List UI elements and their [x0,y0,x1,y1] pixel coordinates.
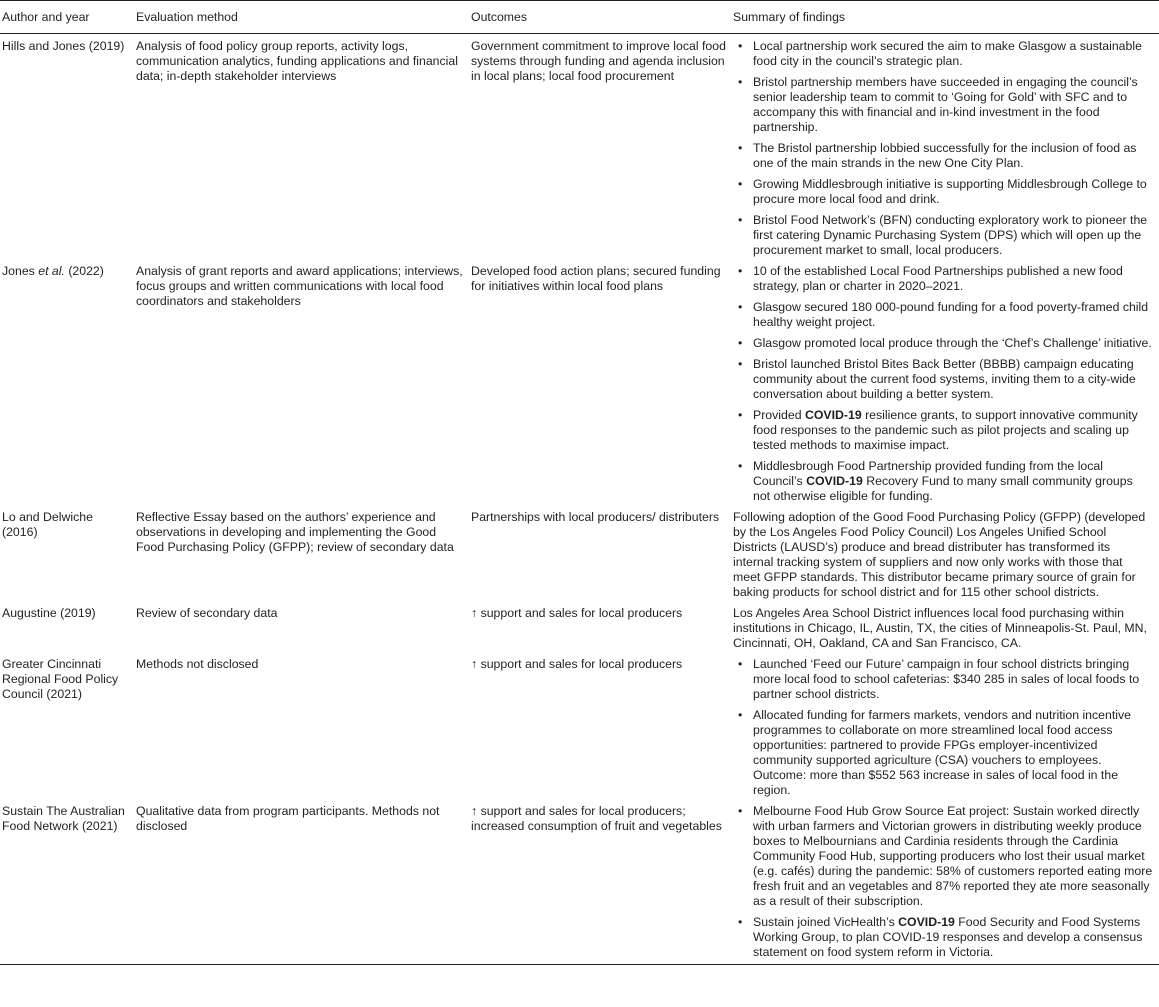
method-cell: Review of secondary data [136,606,278,620]
finding-item [733,459,1155,504]
summary-cell [731,507,1159,603]
outcomes-cell: ↑ support and sales for local producers; increased consumption of fruit and vegetables [469,801,731,965]
header-summary: Summary of findings [731,1,1159,34]
bullet-icon: • [738,39,743,53]
finding-text: Launched ‘Feed our Future’ campaign in four school districts bringing more local food to school cafeterias: $340 285 in sales of local foods to partner school districts. [753,657,1140,701]
bullet-icon: • [738,75,743,89]
bullet-icon: • [738,141,743,155]
method-cell: Analysis of food policy group reports, activity logs, communication analytics, funding applications and financial data; in-depth stakeholder interviews [136,39,458,83]
table-row [0,34,1159,262]
outcomes-cell: Partnerships with local producers/ distributers [471,510,720,524]
finding-text-pre: Middlesbrough Food Partnership provided funding from the local Council’s [753,459,1103,488]
header-author: Author and year [0,1,134,34]
findings-list [733,264,1155,504]
finding-item [733,264,1155,294]
finding-text: Bristol launched Bristol Bites Back Better (BBBB) campaign educating community about the current food systems, inviting them to a city-wide conversation about building a better system. [753,357,1136,401]
finding-item [733,336,1155,351]
finding-item [733,141,1155,171]
method-cell: Reflective Essay based on the authors’ experience and observations in developing and implementing the Good Food Purchasing Policy (GFPP); review of secondary data [136,510,454,554]
bullet-icon: • [738,177,743,191]
finding-item [733,408,1155,453]
finding-text: Bristol partnership members have succeeded in engaging the council’s senior leadership team to commit to ‘Going for Gold’ with SFC and to accompany this with financial and in-kind investment in the food partnership. [753,75,1138,134]
author-cell: Greater Cincinnati Regional Food Policy Council (2021) [2,657,119,701]
bullet-icon: • [738,657,743,671]
finding-item [733,804,1155,909]
method-cell: Qualitative data from program participants. Methods not disclosed [134,801,469,965]
finding-item [733,357,1155,402]
table-row [0,261,1159,507]
table-header [0,1,1159,34]
summary-cell [731,654,1159,801]
author-cell: Sustain The Australian Food Network (2021) [0,801,134,965]
summary-cell [731,603,1159,654]
findings-list [733,657,1155,798]
summary-cell [731,801,1159,965]
author-cell: Lo and Delwiche (2016) [2,510,93,539]
finding-item [733,300,1155,330]
finding-item [733,39,1155,69]
table-row [0,603,1159,654]
finding-text-post: resilience grants, to support innovative community food responses to the pandemic such as pilot projects and scaling up tested methods to maximise impact. [753,408,1138,452]
outcomes-cell: Government commitment to improve local food systems through funding and agenda inclusion in local plans; local food procurement [471,39,726,83]
finding-text: The Bristol partnership lobbied successfully for the inclusion of food as one of the main strands in the new One City Plan. [753,141,1137,170]
finding-item [733,177,1155,207]
finding-item [733,708,1155,798]
header-outcomes: Outcomes [469,1,731,34]
finding-item [733,213,1155,258]
bullet-icon: • [738,336,743,350]
bullet-icon: • [738,915,743,929]
finding-text: Glasgow secured 180 000-pound funding for a food poverty-framed child healthy weight project. [753,300,1149,329]
method-cell: Analysis of grant reports and award applications; interviews, focus groups and written communications with local food coordinators and stakeholders [136,264,463,308]
bullet-icon: • [738,804,743,818]
method-cell: Methods not disclosed [136,657,259,671]
table-row [0,507,1159,603]
summary-text: Los Angeles Area School District influences local food purchasing within institutions in Chicago, IL, Austin, TX, the cities of Minneapolis-St. Paul, MN, Cincinnati, OH, Oakland, CA and San Francisco, CA. [733,606,1147,650]
summary-cell [731,34,1159,262]
findings-list [733,39,1155,258]
findings-list [733,804,1155,960]
finding-text-pre: Provided [753,408,805,422]
author-cell: Hills and Jones (2019) [2,39,125,53]
bullet-icon: • [738,708,743,722]
author-name: Jones [2,264,39,278]
finding-bold: COVID-19 [898,915,955,929]
author-etal: et al. [38,264,65,278]
bullet-icon: • [738,264,743,278]
finding-text: Allocated funding for farmers markets, vendors and nutrition incentive programmes to collaborate on more streamlined local food access opportunities: partnered to provide FPGs employer-incentivized community supported agriculture (CSA) vouchers to employees. Outcome: more than $552 563 increase in sales of local food in the region. [753,708,1131,797]
outcomes-cell: ↑ support and sales for local producers [471,657,683,671]
bullet-icon: • [738,213,743,227]
bullet-icon: • [738,459,743,473]
finding-text: Local partnership work secured the aim to make Glasgow a sustainable food city in the council’s strategic plan. [753,39,1142,68]
finding-text: Glasgow promoted local produce through the ‘Chef’s Challenge’ initiative. [753,336,1152,350]
header-method: Evaluation method [134,1,469,34]
finding-item [733,915,1155,960]
finding-text-post: Food Security and Food Systems Working Group, to plan COVID-19 responses and develop a consensus statement on food system reform in Victoria. [753,915,1143,959]
finding-text: 10 of the established Local Food Partnerships published a new food strategy, plan or charter in 2020–2021. [753,264,1123,293]
bullet-icon: • [738,300,743,314]
summary-cell [731,261,1159,507]
finding-text: Bristol Food Network’s (BFN) conducting exploratory work to pioneer the first catering Dynamic Purchasing System (DPS) which will open up the procurement market to small, local producers. [753,213,1148,257]
outcomes-cell: ↑ support and sales for local producers [471,606,683,620]
finding-text: Melbourne Food Hub Grow Source Eat project: Sustain worked directly with urban farmers and Victorian growers in distributing weekly produce boxes to Melbournians and Cardinia residents through the Cardinia Community Food Hub, supporting producers who lost their usual market (e.g. cafés) during the pandemic: 58% of customers reported eating more fresh fruit and an vegetables and 87% reported they ate more seasonally as a result of their subscription. [753,804,1153,908]
table-row [0,654,1159,801]
summary-text: Following adoption of the Good Food Purchasing Policy (GFPP) (developed by the Los Angeles Food Policy Council) Los Angeles Unified School Districts (LAUSD’s) produce and bread distributer has transformed its internal tracking system of suppliers and now only works with those that meet GFPP standards. This distributor became primary source of grain for baking products for school district and for 115 other school districts. [733,510,1146,599]
bullet-icon: • [738,408,743,422]
author-cell: Augustine (2019) [2,606,96,620]
outcomes-cell: Developed food action plans; secured funding for initiatives within local food plans [471,264,721,293]
author-year: (2022) [64,264,104,278]
finding-item [733,657,1155,702]
finding-bold: COVID-19 [804,408,862,422]
bullet-icon: • [738,357,743,371]
author-cell [0,261,134,507]
table-row [0,801,1159,965]
finding-text-pre: Sustain joined VicHealth’s [753,915,899,929]
finding-text: Growing Middlesbrough initiative is supporting Middlesbrough College to procure more local food and drink. [753,177,1147,206]
finding-item [733,75,1155,135]
finding-bold: COVID-19 [806,474,863,488]
header-row [0,1,1159,34]
finding-text-post: Recovery Fund to many small community groups not otherwise eligible for funding. [753,474,1133,503]
